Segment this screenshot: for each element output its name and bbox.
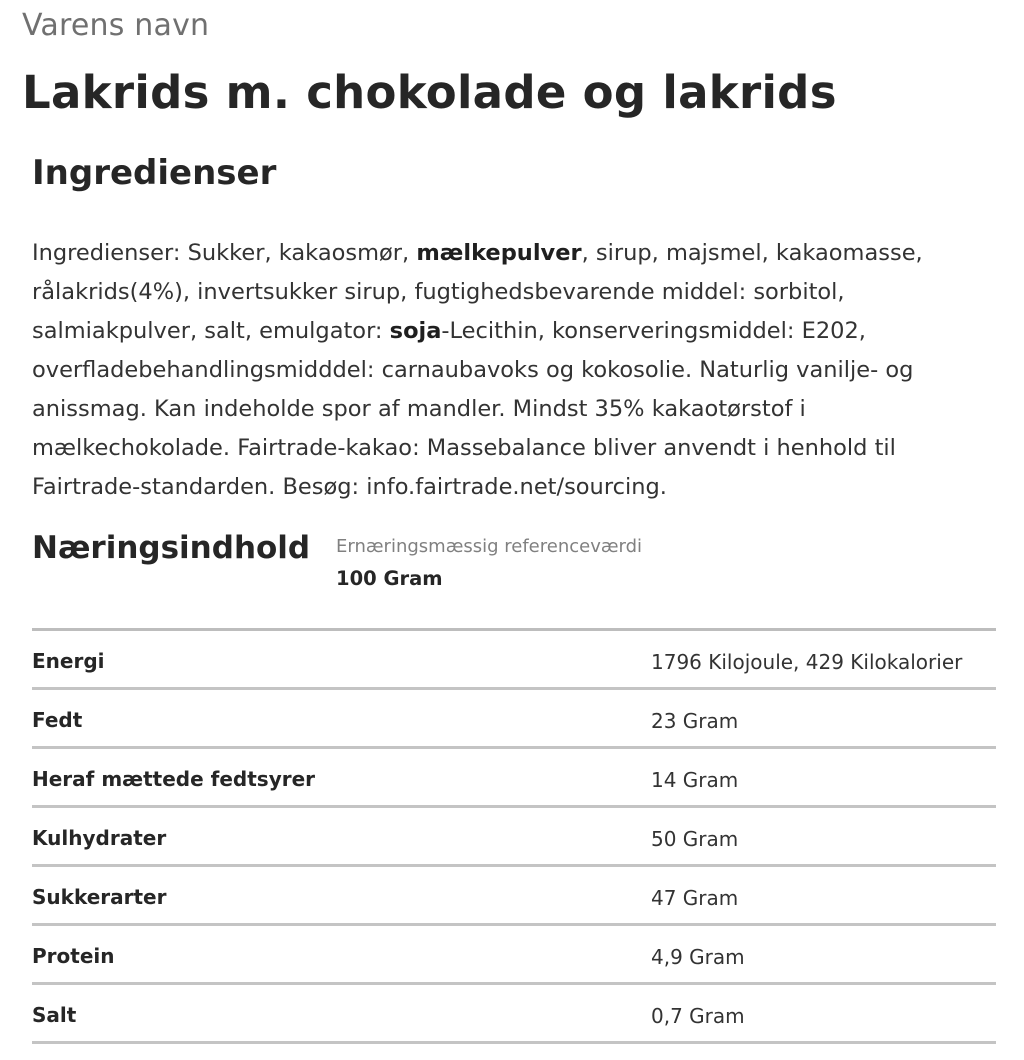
nutrient-value: 47 Gram	[651, 886, 739, 910]
allergen-milk-powder: mælkepulver	[416, 240, 582, 266]
nutrition-row-fat	[32, 690, 996, 749]
ingredients-segment: , sirup, majsmel, kakaomasse, rålakrids(4%), invertsukker sirup, fugtighedsbevarende middel: sorbitol, salmiakpulver, salt, emulgator:	[32, 240, 923, 344]
nutrition-heading: Næringsindhold	[32, 530, 311, 566]
nutrient-value: 1796 Kilojoule, 429 Kilokalorier	[651, 650, 963, 674]
nutrient-value: 50 Gram	[651, 827, 739, 851]
nutrient-name: Sukkerarter	[32, 885, 167, 909]
nutrient-value: 0,7 Gram	[651, 1004, 745, 1028]
nutrition-row-carbohydrates	[32, 808, 996, 867]
nutrition-row-salt	[32, 985, 996, 1044]
allergen-soy: soja	[389, 318, 442, 344]
ingredients-heading: Ingredienser	[32, 153, 277, 193]
reference-amount: 100 Gram	[336, 567, 443, 590]
nutrient-value: 14 Gram	[651, 768, 739, 792]
nutrient-value: 4,9 Gram	[651, 945, 745, 969]
nutrient-name: Fedt	[32, 708, 83, 732]
ingredients-text	[32, 234, 982, 507]
nutrition-row-protein	[32, 926, 996, 985]
ingredients-segment: -Lecithin, konserveringsmiddel: E202, overfladebehandlingsmidddel: carnaubavoks og kokosolie. Naturlig vanilje- og anissmag. Kan indeholde spor af mandler. Mindst 35% kakaotørstof i mælkechokolade. Fairtrade-kakao: Massebalance bliver anvendt i henhold til Fairtrade-standarden. Besøg: info.fairtrade.net/sourcing.	[32, 318, 914, 500]
nutrition-row-energy	[32, 631, 996, 690]
product-name: Lakrids m. chokolade og lakrids	[22, 66, 837, 119]
nutrient-value: 23 Gram	[651, 709, 739, 733]
nutrient-name: Protein	[32, 944, 115, 968]
product-label: Varens navn	[22, 8, 210, 43]
nutrient-name: Heraf mættede fedtsyrer	[32, 767, 316, 791]
nutrient-name: Kulhydrater	[32, 826, 167, 850]
nutrient-name: Energi	[32, 649, 105, 673]
ingredients-segment: Ingredienser: Sukker, kakaosmør,	[32, 240, 417, 266]
nutrient-name: Salt	[32, 1003, 77, 1027]
nutrition-row-sugars	[32, 867, 996, 926]
reference-label: Ernæringsmæssig referenceværdi	[336, 536, 643, 557]
nutrition-table	[32, 628, 996, 1044]
nutrition-row-saturated-fat	[32, 749, 996, 808]
